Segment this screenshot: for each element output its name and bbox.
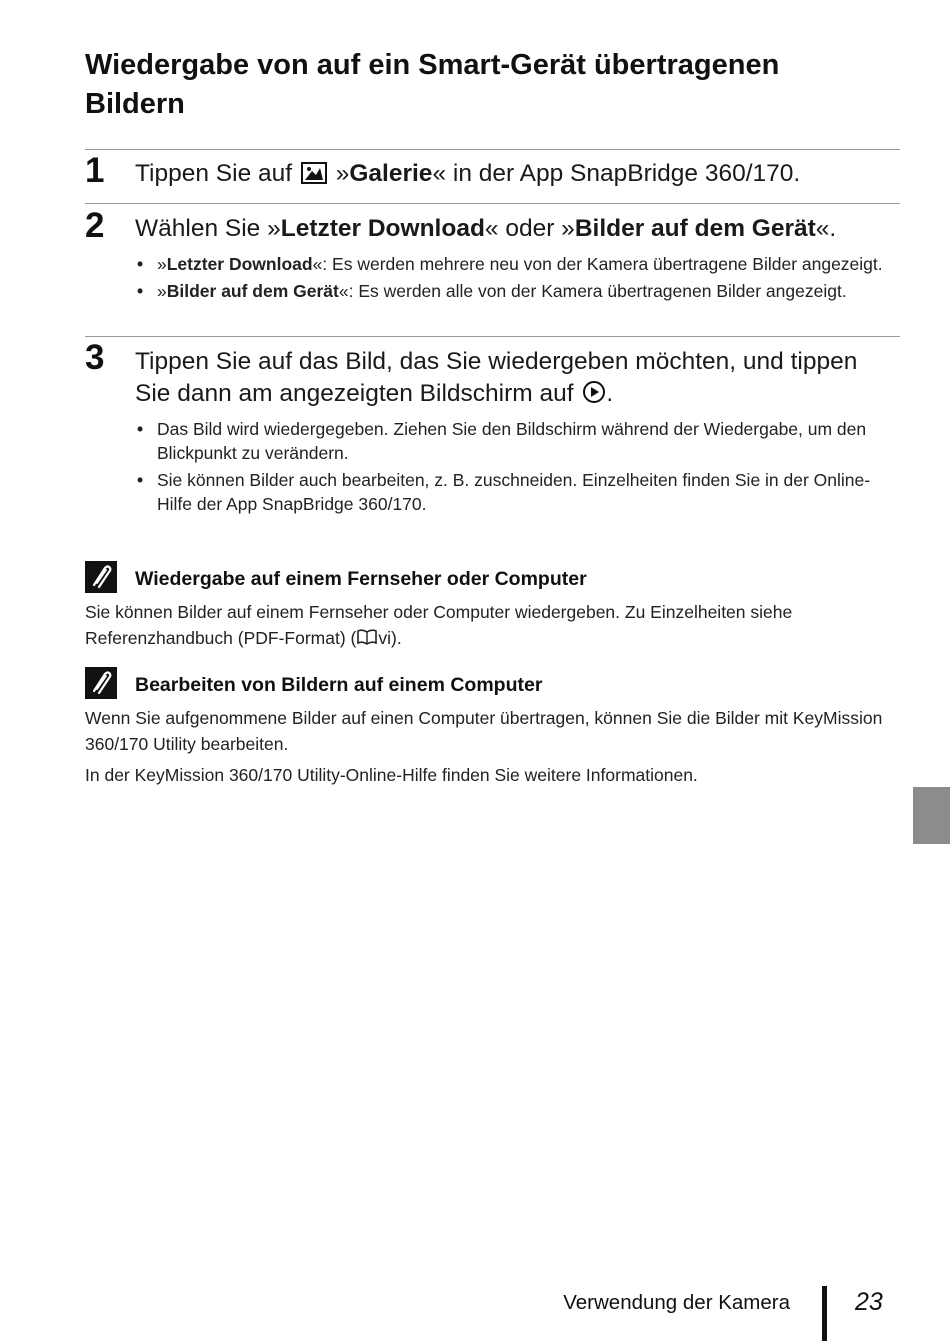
note-body: Wenn Sie aufgenommene Bilder auf einen Computer übertragen, können Sie die Bilder mit KeyMission 360/170 Utility bearbeiten. In der KeyMission 360/170 Utility-Online-Hilfe finden Sie weitere Informationen. [85, 708, 883, 785]
note-title: Bearbeiten von Bildern auf einem Computer [135, 674, 543, 696]
gallery-icon [301, 162, 327, 184]
step-number: 2 [85, 206, 105, 245]
list-item: • Sie können Bilder auch bearbeiten, z. B. zuschneiden. Einzelheiten finden Sie in der Online-Hilfe der App SnapBridge 360/170. [137, 470, 871, 514]
step-text: Tippen Sie auf das Bild, das Sie wiedergeben möchten, und tippen Sie dann am angezeigten Bildschirm auf . [135, 346, 895, 413]
bullet-list [135, 252, 895, 306]
footer-divider [822, 1286, 827, 1341]
divider [85, 149, 900, 150]
list-item: • »Letzter Download«: Es werden mehrere neu von der Kamera übertragene Bilder angezeigt. [137, 254, 883, 274]
note-body: Sie können Bilder auf einem Fernseher oder Computer wiedergeben. Zu Einzelheiten siehe Referenzhandbuch (PDF-Format) ( vi). [85, 599, 900, 658]
page-title: Wiedergabe von auf ein Smart-Gerät übertragenen Bildern [85, 49, 780, 120]
divider [85, 203, 900, 204]
footer-section-title: Verwendung der Kamera [563, 1291, 790, 1314]
play-circle-icon [582, 380, 606, 413]
pencil-note-icon [85, 561, 117, 593]
list-item: • »Bilder auf dem Gerät«: Es werden alle von der Kamera übertragenen Bilder angezeigt. [137, 281, 847, 301]
page-number: 23 [855, 1288, 883, 1316]
divider [85, 336, 900, 337]
step-number: 3 [85, 338, 105, 377]
pencil-note-icon [85, 667, 117, 699]
chapter-tab [913, 787, 950, 844]
step-text: Tippen Sie auf »Galerie« in der App SnapBridge 360/170. [135, 160, 801, 187]
list-item: • Das Bild wird wiedergegeben. Ziehen Sie den Bildschirm während der Wiedergabe, um den Blickpunkt zu verändern. [137, 419, 867, 463]
bullet-list [135, 417, 895, 519]
book-icon [356, 627, 378, 653]
step-text: Wählen Sie »Letzter Download« oder »Bilder auf dem Gerät«. [135, 215, 837, 242]
note-title: Wiedergabe auf einem Fernseher oder Computer [135, 568, 587, 590]
step-number: 1 [85, 151, 105, 190]
